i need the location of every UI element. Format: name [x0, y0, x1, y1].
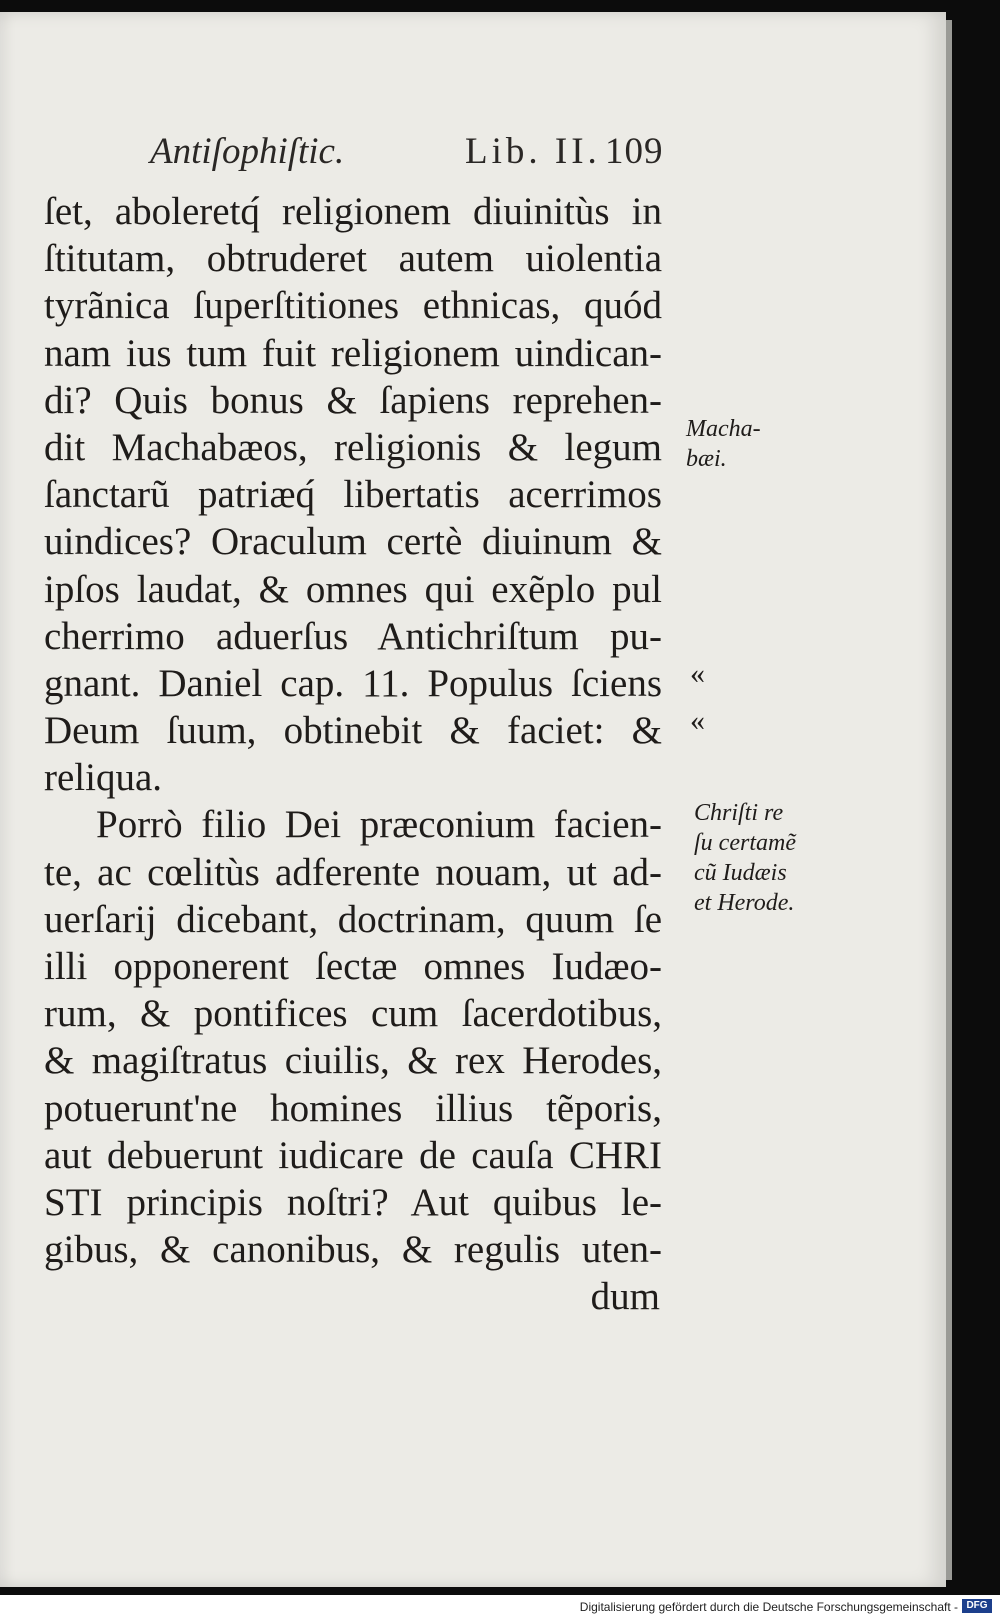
text-line: rum, & pontifices cum ſacerdotibus,	[44, 992, 662, 1036]
text-line: dit Machabæos, religionis & legum	[44, 425, 662, 469]
text-line: potuerunt'ne homines illius tẽporis,	[44, 1086, 662, 1130]
text-line: gibus, & canonibus, & regulis uten-	[44, 1228, 662, 1272]
body-text	[40, 188, 690, 1321]
catchword: dum	[590, 1275, 660, 1319]
text-line: & magiſtratus ciuilis, & rex Herodes,	[44, 1039, 662, 1083]
margin-note-christi-1: Chriſti re	[694, 800, 784, 826]
text-line: tyrãnica ſuperſtitiones ethnicas, quód	[44, 284, 662, 328]
text-line: ſtitutam, obtruderet autem uiolentia	[44, 237, 662, 281]
running-head-book: Lib. II.	[465, 131, 601, 172]
text-line: ſanctarũ patriæq́ libertatis acerrimos	[44, 473, 662, 517]
funding-credit: Digitalisierung gefördert durch die Deutsche Forschungsgemeinschaft -	[579, 1600, 958, 1614]
margin-note-machabaei-1: Macha-	[686, 416, 761, 442]
text-line: ipſos laudat, & omnes qui exẽplo pul	[44, 567, 662, 611]
text-line: te, ac cœlitùs adferente nouam, ut ad-	[44, 850, 662, 894]
running-head-title: Antiſophiſtic.	[150, 131, 345, 172]
page-number: 109	[605, 131, 664, 172]
text-line: di? Quis bonus & ſapiens reprehen-	[44, 378, 662, 422]
text-line: uerſarij dicebant, doctrinam, quum ſe	[44, 897, 662, 941]
text-line: uindices? Oraculum certè diuinum &	[44, 520, 662, 564]
text-line: gnant. Daniel cap. 11. Populus ſciens	[44, 661, 662, 705]
running-head	[150, 120, 680, 180]
quote-mark: «	[690, 704, 705, 737]
quote-mark: «	[690, 657, 705, 690]
text-line: aut debuerunt iudicare de cauſa CHRI	[44, 1133, 662, 1177]
text-line: Deum ſuum, obtinebit & faciet: &	[44, 709, 662, 753]
text-line: cherrimo aduerſus Antichriſtum pu-	[44, 614, 662, 658]
margin-note-christi-2: ſu certamẽ	[694, 830, 796, 856]
margin-note-machabaei-2: bæi.	[686, 446, 727, 472]
margin-note-christi-4: et Herode.	[694, 890, 795, 916]
text-line: illi opponerent ſectæ omnes Iudæo-	[44, 945, 662, 988]
text-line: nam ius tum fuit religionem uindican-	[44, 331, 662, 375]
paragraph-start-line: Porrò filio Dei præconium facien-	[96, 803, 662, 847]
page-edge	[946, 20, 952, 1580]
text-line: STI principis noſtri? Aut quibus le-	[44, 1180, 662, 1224]
margin-note-christi-3: cũ Iudæis	[694, 860, 787, 886]
text-line: reliqua.	[44, 756, 163, 800]
dfg-logo: DFG	[962, 1599, 992, 1613]
text-line: ſet, aboleretq́ religionem diuinitùs in	[44, 190, 662, 233]
